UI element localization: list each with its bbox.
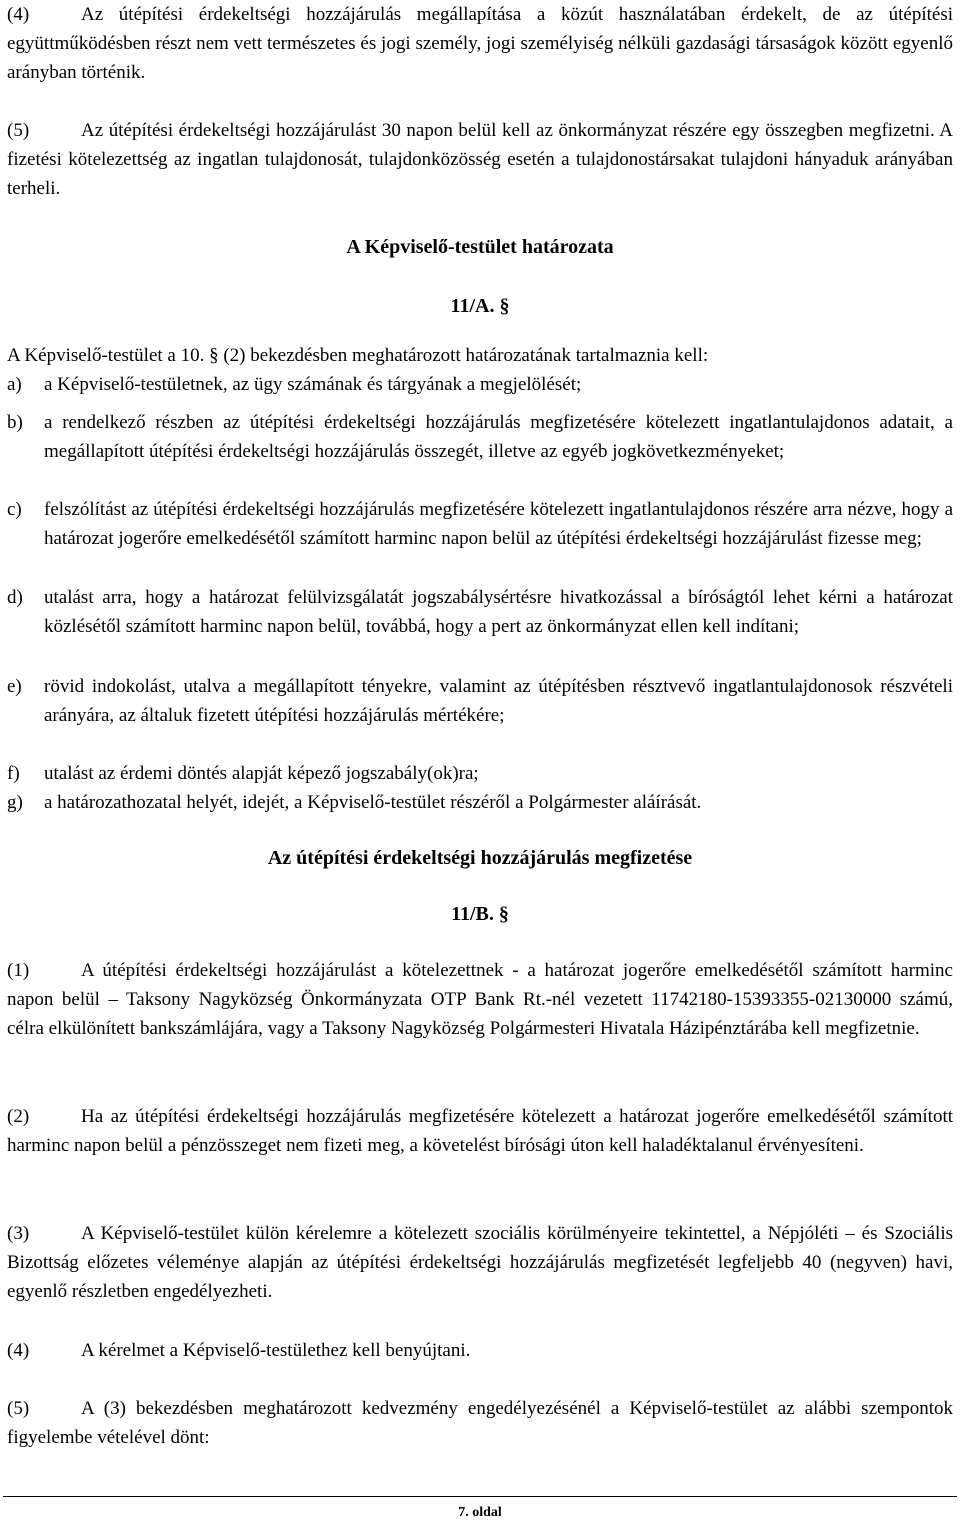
list-item	[7, 672, 953, 730]
heading-kepviselo-testulet-hatarozata: A Képviselő-testület határozata	[346, 236, 614, 258]
paragraph-number: (1)	[7, 960, 30, 981]
list-marker: g)	[7, 792, 23, 813]
paragraph-b1	[7, 956, 953, 1043]
paragraph-number: (5)	[7, 1398, 30, 1419]
paragraph-b3	[7, 1219, 953, 1306]
footer-divider	[3, 1496, 957, 1497]
list-item	[7, 370, 953, 399]
paragraph-text: A útépítési érdekeltségi hozzájárulást a kötelezettnek - a határozat jogerőre emelkedésétől számított harminc napon belül – Taksony Nagyközség Önkormányzata OTP Bank Rt.-nél vezetett 11742180-15393355-02130000 számú, célra elkülönített bankszámlájára, vagy a Taksony Nagyközség Polgármesteri Hivatala Házipénztárába kell megfizetnie.	[7, 960, 953, 1039]
list-marker: f)	[7, 763, 20, 784]
list-text: felszólítást az útépítési érdekeltségi hozzájárulás megfizetésére kötelezett ingatlantulajdonos részére arra nézve, hogy a határozat jogerőre emelkedésétől számított harminc napon belül az útépítési érdekeltségi hozzájárulást fizesse meg;	[44, 499, 953, 549]
paragraph-number: (3)	[7, 1223, 30, 1244]
paragraph-number: (5)	[7, 120, 30, 141]
paragraph-text: A Képviselő-testület külön kérelemre a kötelezett szociális körülményeire tekintettel, a Népjóléti – és Szociális Bizottság előzetes véleménye alapján az útépítési érdekeltségi hozzájárulás megfizetését legfeljebb 40 (negyven) havi, egyenlő részletben engedélyezheti.	[7, 1223, 953, 1302]
paragraph-b4	[7, 1336, 953, 1365]
paragraph-4	[7, 0, 953, 87]
list-marker: b)	[7, 412, 23, 433]
list-text: rövid indokolást, utalva a megállapított tényekre, valamint az útépítésben résztvevő ingatlantulajdonosok részvételi arányára, az általuk fizetett útépítési hozzájárulás mértékére;	[44, 676, 953, 726]
paragraph-text: Az útépítési érdekeltségi hozzájárulást 30 napon belül kell az önkormányzat részére egy összegben megfizetni. A fizetési kötelezettség az ingatlan tulajdonosát, tulajdonközösség esetén a tulajdonostársakat tulajdoni hányaduk arányában terheli.	[7, 120, 953, 199]
page-number: 7. oldal	[458, 1505, 502, 1520]
list-text: utalást arra, hogy a határozat felülvizsgálatát jogszabálysértésre hivatkozással a bíróságtól lehet kérni a határozat közlésétől számított harminc napon belül, továbbá, hogy a pert az önkormányzat ellen kell indítani;	[44, 587, 953, 637]
list-item	[7, 583, 953, 641]
list-text: utalást az érdemi döntés alapját képező jogszabály(ok)ra;	[44, 763, 479, 784]
paragraph-number: (4)	[7, 1340, 30, 1361]
paragraph-number: (2)	[7, 1106, 30, 1127]
list-marker: a)	[7, 374, 22, 395]
list-item	[7, 759, 953, 788]
paragraph-number: (4)	[7, 4, 30, 25]
paragraph-text: A kérelmet a Képviselő-testülethez kell benyújtani.	[81, 1340, 471, 1361]
list-text: a határozathozatal helyét, idejét, a Képviselő-testület részéről a Polgármester aláírását.	[44, 792, 702, 813]
intro-text: A Képviselő-testület a 10. § (2) bekezdésben meghatározott határozatának tartalmaznia kell:	[7, 345, 709, 366]
list-marker: e)	[7, 676, 22, 697]
list-text: a rendelkező részben az útépítési érdekeltségi hozzájárulás megfizetésére kötelezett ingatlantulajdonos adatait, a megállapított útépítési érdekeltségi hozzájárulás összegét, illetve az egyéb jogkövetkezményeket;	[44, 412, 953, 462]
paragraph-text: Ha az útépítési érdekeltségi hozzájárulás megfizetésére kötelezett a határozat jogerőre emelkedésétől számított harminc napon belül a pénzösszeget nem fizeti meg, a követelést bírósági úton kell haladéktalanul érvényesíteni.	[7, 1106, 953, 1156]
paragraph-5	[7, 116, 953, 203]
list-text: a Képviselő-testületnek, az ügy számának és tárgyának a megjelölését;	[44, 374, 582, 395]
paragraph-text: Az útépítési érdekeltségi hozzájárulás megállapítása a közút használatában érdekelt, de az útépítési együttműködésben részt nem vett természetes és jogi személy, jogi személyiség nélküli gazdasági társaságok között egyenlő arányban történik.	[7, 4, 953, 83]
list-item	[7, 408, 953, 466]
paragraph-b5	[7, 1394, 953, 1452]
section-number-11a: 11/A. §	[450, 295, 510, 317]
heading-megfizetes: Az útépítési érdekeltségi hozzájárulás megfizetése	[267, 847, 693, 869]
list-item	[7, 495, 953, 553]
section-number-11b: 11/B. §	[451, 903, 509, 925]
list-item	[7, 788, 953, 817]
list-marker: d)	[7, 587, 23, 608]
paragraph-b2	[7, 1102, 953, 1160]
list-marker: c)	[7, 499, 22, 520]
paragraph-text: A (3) bekezdésben meghatározott kedvezmény engedélyezésénél a Képviselő-testület az alábbi szempontok figyelembe vételével dönt:	[7, 1398, 953, 1448]
